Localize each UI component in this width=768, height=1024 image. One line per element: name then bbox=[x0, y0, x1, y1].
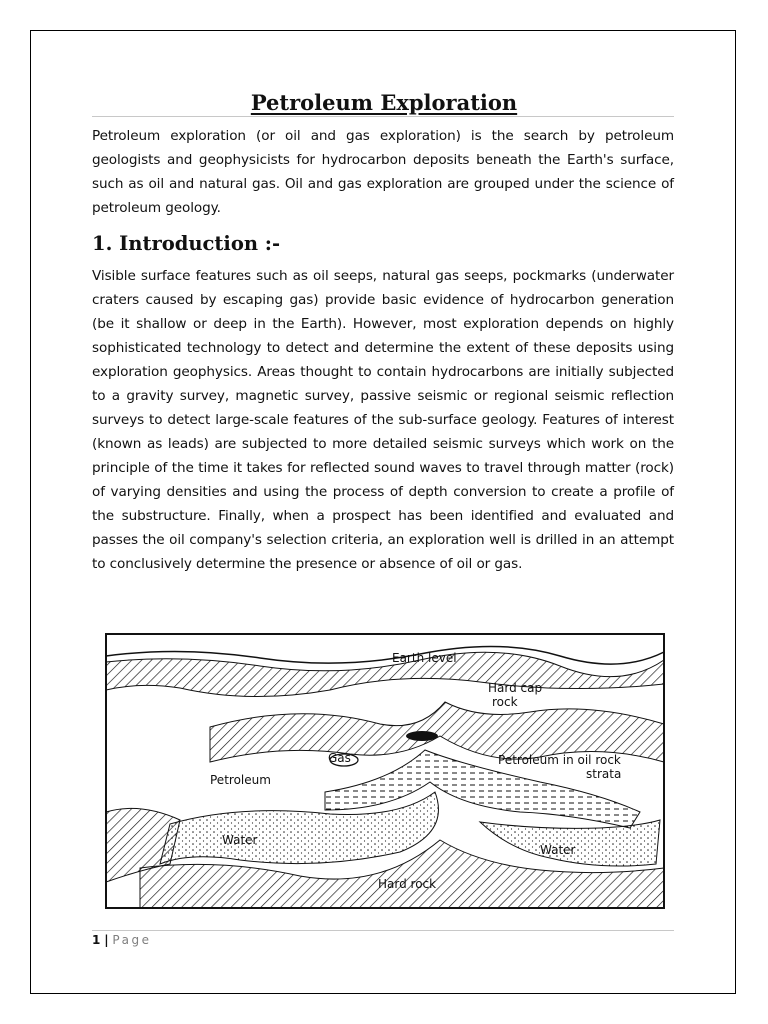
label-gas: Gas bbox=[328, 751, 351, 765]
page-number: 1 bbox=[92, 933, 101, 947]
section-paragraph: Visible surface features such as oil seeps, natural gas seeps, pockmarks (underwater craters caused by escaping gas) provide basic evidence of hydrocarbon generation (be it shallow or deep in the Earth). However, most exploration depends on highly sophisticated technology to detect and determine the extent of these deposits using exploration geophysics. Areas thought to contain hydrocarbons are initially subjected to a gravity survey, magnetic survey, passive seismic or regional seismic reflection surveys to detect large-scale features of the sub-surface geology. Features of interest (known as leads) are subjected to more detailed seismic surveys which work on the principle of the time it takes for reflected sound waves to travel through matter (rock) of varying densities and using the process of depth conversion to create a profile of the substructure. Finally, when a prospect has been identified and evaluated and passes the oil company's selection criteria, an exploration well is drilled in an attempt to conclusively determine the presence or absence of oil or gas. bbox=[92, 268, 674, 572]
label-petroleum-in-oil-rock-2: strata bbox=[586, 767, 622, 781]
title-divider bbox=[92, 116, 674, 117]
page-title: Petroleum Exploration bbox=[250, 90, 518, 115]
gas-pocket-cap bbox=[406, 731, 438, 741]
intro-paragraph: Petroleum exploration (or oil and gas exploration) is the search by petroleum geologists and geophysicists for hydrocarbon deposits beneath the Earth's surface, such as oil and natural gas. Oil and gas exploration are grouped under the science of petroleum geology. bbox=[92, 128, 674, 216]
footer-divider bbox=[92, 930, 674, 931]
section-heading: 1. Introduction :- bbox=[92, 232, 281, 255]
label-hard-rock: Hard rock bbox=[378, 877, 437, 891]
label-petroleum: Petroleum bbox=[210, 773, 271, 787]
label-water-right: Water bbox=[540, 843, 576, 857]
label-hard-cap-rock-2: rock bbox=[492, 695, 518, 709]
label-petroleum-in-oil-rock-1: Petroleum in oil rock bbox=[498, 753, 621, 767]
geology-cross-section-figure bbox=[100, 632, 672, 914]
page-footer bbox=[92, 933, 151, 947]
label-earth-level: Earth level bbox=[392, 651, 457, 665]
label-water-left: Water bbox=[222, 833, 258, 847]
label-hard-cap-rock-1: Hard cap bbox=[488, 681, 543, 695]
page-label: Page bbox=[112, 933, 152, 947]
footer-separator: | bbox=[104, 933, 109, 947]
